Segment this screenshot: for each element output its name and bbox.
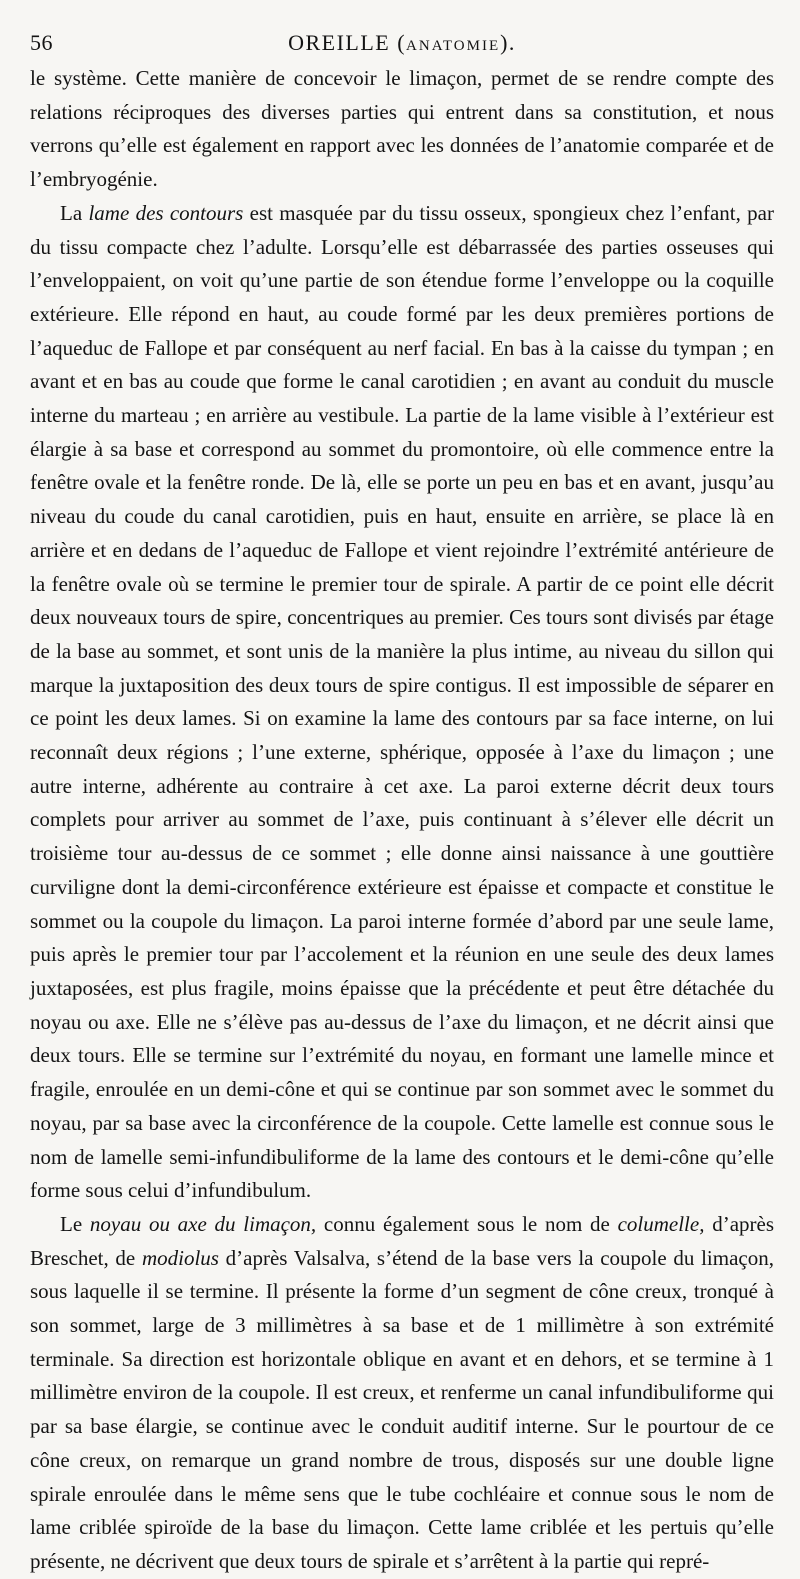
running-header [30,22,774,62]
running-title [30,30,774,56]
p3-mid-2: d’après Breschet, de [30,1211,774,1270]
running-title-subtitle: ANATOMIE [406,38,501,54]
term-columelle: columelle, [617,1211,705,1236]
paragraph-1: le système. Cette manière de concevoir le limaçon, permet de se rendre compte des relations réciproques des diverses parties qui entrent dans sa constitution, et nous verrons qu’elle est également en rapport avec les données de l’anatomie comparée et de l’embryogénie. [30,66,774,192]
p3-start: Le [60,1211,90,1236]
body-text [30,62,774,1579]
running-title-close: ). [500,30,516,55]
term-lame-des-contours: lame des contours [88,200,244,225]
page-number: 56 [30,30,53,55]
p2-start: La [60,200,89,225]
term-modiolus: modiolus [141,1245,219,1270]
running-title-open: ( [390,30,407,55]
running-title-main: OREILLE [288,30,391,55]
p3-rest: d’après Valsalva, s’étend de la base vers la coupole du limaçon, sous laquelle il se termine. Il présente la forme d’un segment de cône creux, tronqué à son sommet, large de 3 millimètres à sa base et de 1 millimètre à son extrémité terminale. Sa direction est horizontale oblique en avant et en dehors, et se termine à 1 millimètre environ de la coupole. Il est creux, et renferme un canal infundibuliforme qui par sa base élargie, se continue avec le conduit auditif interne. Sur le pourtour de ce cône creux, on remarque un grand nombre de trous, disposés sur une double ligne spirale enroulée dans le même sens que le tube cochléaire et connue sous le nom de lame criblée spiroïde de la base du limaçon. Cette lame criblée et les pertuis qu’elle présente, ne décrivent que deux tours de spirale et s’arrêtent à la partie qui repré- [30,1245,774,1573]
p2-rest: est masquée par du tissu osseux, spongieux chez l’enfant, par du tissu compacte chez l’adulte. Lorsqu’elle est débarrassée des parties osseuses qui l’enveloppaient, on voit qu’une partie de son étendue forme l’enveloppe ou la coquille extérieure. Elle répond en haut, au coude formé par les deux premières portions de l’aqueduc de Fallope et par conséquent au nerf facial. En bas à la caisse du tympan ; en avant et en bas au coude que forme le canal carotidien ; en avant au conduit du muscle interne du marteau ; en arrière au vestibule. La partie de la lame visible à l’extérieur est élargie à sa base et correspond au sommet du promontoire, où elle commence entre la fenêtre ovale et la fenêtre ronde. De là, elle se porte un peu en bas et en avant, jusqu’au niveau du coude du canal carotidien, puis en haut, ensuite en arrière, se place là en arrière et en dedans de l’aqueduc de Fallope et vient rejoindre l’extrémité antérieure de la fenêtre ovale où se termine le premier tour de spirale. A partir de ce point elle décrit deux nouveaux tours de spire, concentriques au premier. Ces tours sont divisés par étage de la base au sommet, et sont unis de la manière la plus intime, au niveau du sillon qui marque la juxtaposition des deux tours de spire contigus. Il est impossible de séparer en ce point les deux lames. Si on examine la lame des contours par sa face interne, on lui reconnaît deux régions ; l’une externe, sphérique, opposée à l’axe du limaçon ; une autre interne, adhérente au contraire à cet axe. La paroi externe décrit deux tours complets pour arriver au sommet de l’axe, puis continuant à s’élever elle décrit un troisième tour au-dessus de ce sommet ; elle donne ainsi naissance à une gouttière curviligne dont la demi-circonférence extérieure est épaisse et compacte et constitue le sommet ou la coupole du limaçon. La paroi interne formée d’abord par une seule lame, puis après le premier tour par l’accolement et la réunion en une seule des deux lames juxtaposées, est plus fragile, moins épaisse que la précédente et peut être détachée du noyau ou axe. Elle ne s’élève pas au-dessus de l’axe du limaçon, et ne décrit ainsi que deux tours. Elle se termine sur l’extrémité du noyau, en formant une lamelle mince et fragile, enroulée en un demi-cône et qui se continue par son sommet avec le sommet du noyau, par sa base avec la circonférence de la coupole. Cette lamelle est connue sous le nom de lamelle semi-infundibuliforme de la lame des contours et le demi-cône qu’elle forme sous celui d’infundibulum. [30,200,774,1203]
paragraph-3 [30,1208,774,1579]
term-noyau-ou-axe: noyau ou axe du limaçon, [89,1211,317,1236]
paragraph-2 [30,197,774,1208]
p3-mid-1: connu également sous le nom de [316,1211,618,1236]
